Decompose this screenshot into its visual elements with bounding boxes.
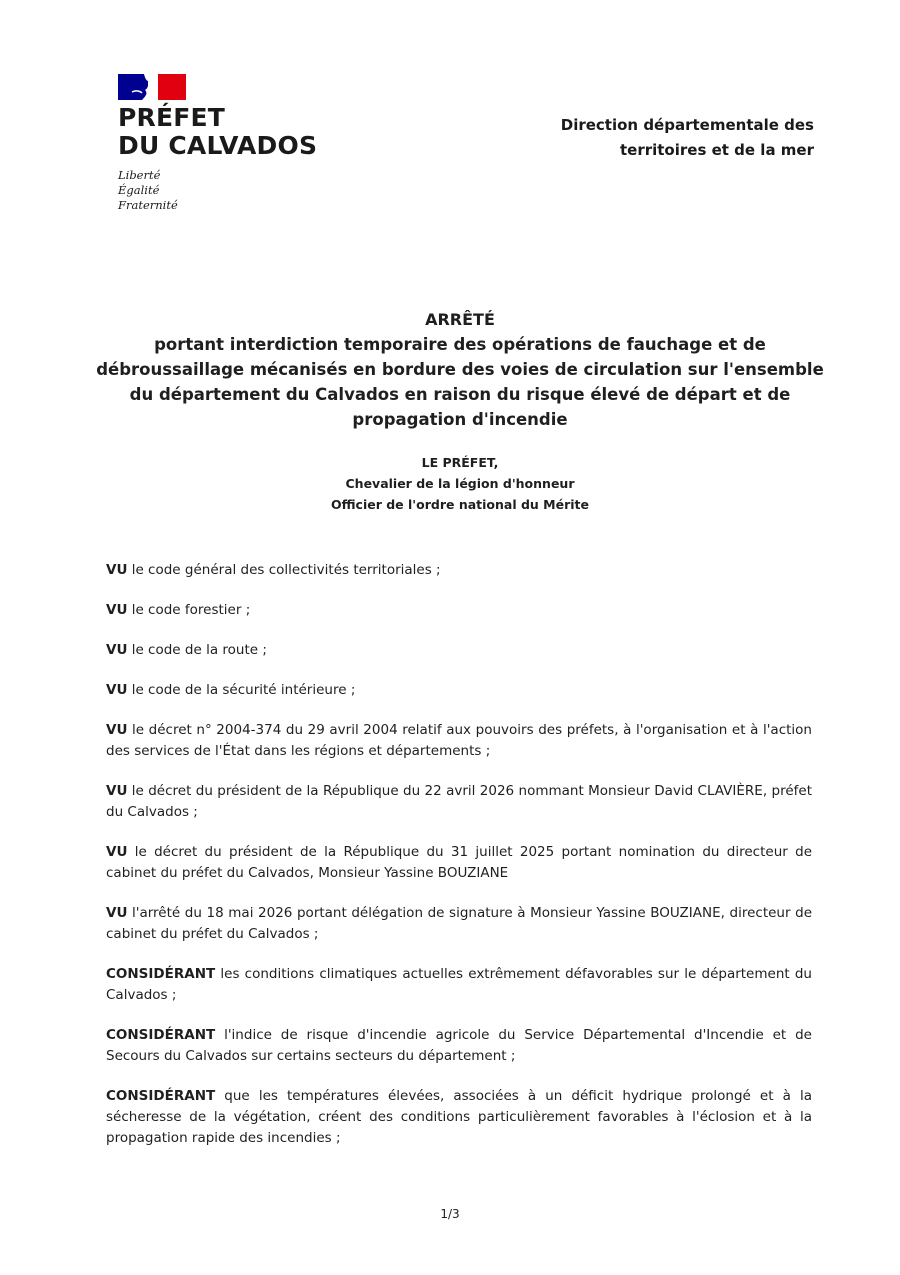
recital-paragraph [106, 640, 812, 661]
recital-paragraph [106, 720, 812, 762]
prefet-title-line2: DU CALVADOS [118, 131, 318, 160]
motto-egalite: Égalité [118, 183, 160, 197]
directorate-line2: territoires et de la mer [619, 141, 814, 159]
recital-keyword: VU [106, 722, 128, 738]
recital-keyword: CONSIDÉRANT [106, 966, 216, 982]
decree-title [90, 308, 830, 432]
subject-line: débroussaillage mécanisés en bordure des voies de circulation sur l'ensemble [96, 360, 824, 379]
recital-text: le code forestier ; [127, 602, 251, 618]
recital-keyword: VU [106, 905, 128, 921]
republic-motto [118, 168, 317, 213]
marianne-flag-icon [118, 74, 186, 100]
recital-keyword: VU [106, 562, 128, 578]
recital-paragraph [106, 560, 812, 581]
authority-block [100, 452, 820, 515]
recital-text: le décret du président de la République du 31 juillet 2025 portant nomination du directeur de cabinet du préfet du Calvados, Monsieur Yassine BOUZIANE [106, 844, 812, 881]
recital-text: les conditions climatiques actuelles extrêmement défavorables sur le département du Calvados ; [106, 966, 812, 1003]
subject-line: propagation d'incendie [352, 410, 568, 429]
prefet-title-line1: PRÉFET [118, 103, 226, 132]
prefet-title [118, 104, 317, 160]
recital-paragraph [106, 1025, 812, 1067]
recital-keyword: CONSIDÉRANT [106, 1088, 216, 1104]
recital-paragraph [106, 781, 812, 823]
recital-text: l'indice de risque d'incendie agricole du Service Départemental d'Incendie et de Secours du Calvados sur certains secteurs du département ; [106, 1027, 812, 1064]
authority-line2: Chevalier de la légion d'honneur [345, 476, 575, 491]
subject-line: portant interdiction temporaire des opérations de fauchage et de [154, 335, 766, 354]
recitals [106, 560, 812, 1168]
recital-paragraph [106, 842, 812, 884]
subject-line: du département du Calvados en raison du risque élevé de départ et de [129, 385, 791, 404]
recital-text: le décret du président de la République du 22 avril 2026 nommant Monsieur David CLAVIÈRE, préfet du Calvados ; [106, 783, 812, 820]
recital-paragraph [106, 600, 812, 621]
recital-text: le code de la sécurité intérieure ; [127, 682, 356, 698]
recital-keyword: VU [106, 682, 128, 698]
recital-keyword: VU [106, 642, 128, 658]
recital-keyword: VU [106, 844, 128, 860]
decree-subject [90, 332, 830, 432]
recital-text: l'arrêté du 18 mai 2026 portant délégation de signature à Monsieur Yassine BOUZIANE, directeur de cabinet du préfet du Calvados ; [106, 905, 812, 942]
decree-heading: ARRÊTÉ [425, 310, 495, 329]
recital-paragraph [106, 903, 812, 945]
recital-text: que les températures élevées, associées à un déficit hydrique prolongé et à la sécheresse de la végétation, créent des conditions particulièrement favorables à l'éclosion et à la propagation rapide des incendies ; [106, 1088, 812, 1146]
page-number: 1/3 [440, 1207, 460, 1221]
recital-keyword: VU [106, 783, 128, 799]
directorate-line1: Direction départementale des [560, 116, 814, 134]
motto-liberte: Liberté [118, 168, 161, 182]
motto-fraternite: Fraternité [118, 198, 178, 212]
authority-line1: LE PRÉFET, [421, 455, 499, 470]
authority-line3: Officier de l'ordre national du Mérite [330, 497, 589, 512]
recital-keyword: VU [106, 602, 128, 618]
recital-paragraph [106, 680, 812, 701]
recital-paragraph [106, 964, 812, 1006]
recital-text: le code général des collectivités territoriales ; [127, 562, 441, 578]
recital-text: le code de la route ; [127, 642, 267, 658]
recital-keyword: CONSIDÉRANT [106, 1027, 216, 1043]
recital-text: le décret n° 2004-374 du 29 avril 2004 relatif aux pouvoirs des préfets, à l'organisation et à l'action des services de l'État dans les régions et départements ; [106, 722, 812, 759]
recital-paragraph [106, 1086, 812, 1149]
issuing-directorate [494, 113, 814, 163]
prefet-logo [118, 74, 317, 213]
